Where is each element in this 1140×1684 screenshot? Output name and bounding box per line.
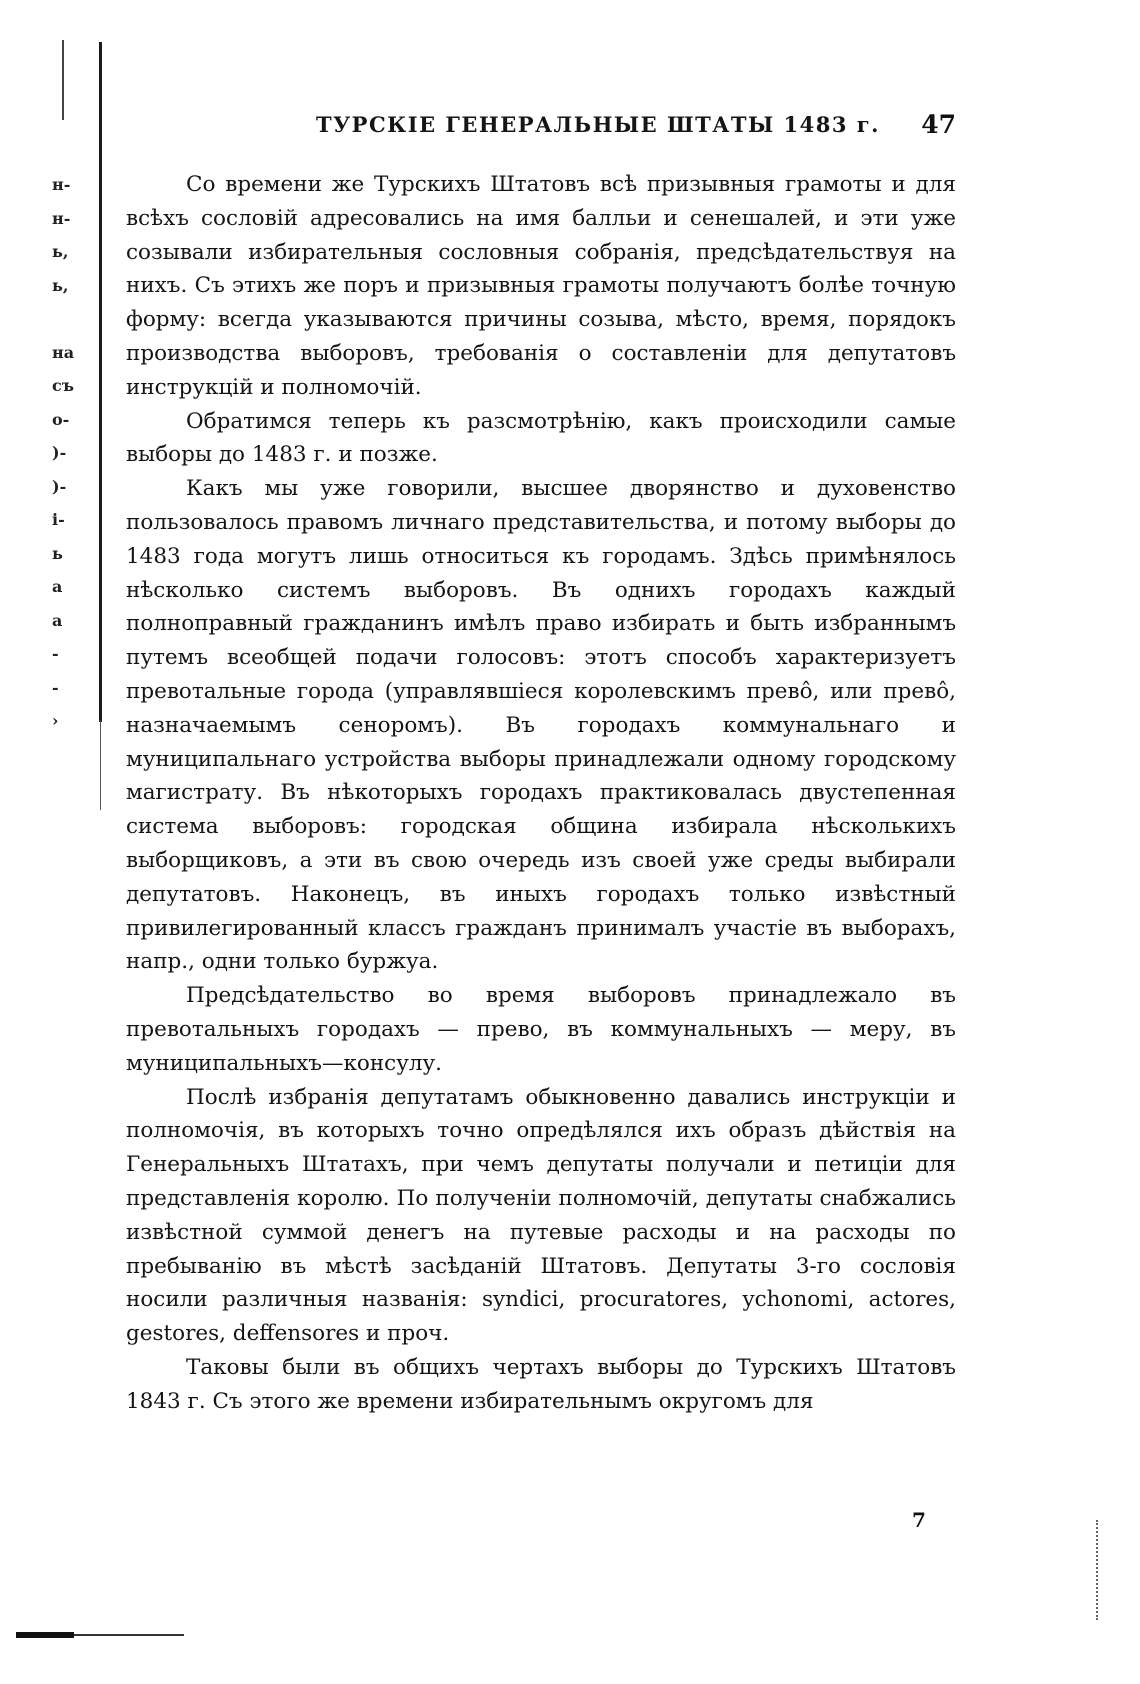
gutter-binding-rule [99, 42, 102, 722]
paragraph: Таковы были въ общихъ чертахъ выборы до Турскихъ Штатовъ 1843 г. Съ этого же времени избирательнымъ округомъ для [126, 1354, 956, 1414]
margin-fragment: ь, [52, 242, 69, 261]
margin-fragment: съ [52, 376, 75, 395]
body-text [126, 168, 956, 1418]
margin-fragment: н- [52, 175, 71, 194]
margin-fragment: о- [52, 409, 70, 429]
margin-fragment: н- [52, 208, 71, 228]
bottom-scan-bar-thin [74, 1634, 184, 1636]
running-title: ТУРСКІЕ ГЕНЕРАЛЬНЫЕ ШТАТЫ 1483 г. [316, 111, 880, 137]
margin-fragment: - [52, 677, 59, 697]
margin-fragment: )- [52, 443, 67, 462]
gutter-binding-rule-lower [100, 720, 101, 810]
page-number: 47 [921, 109, 956, 139]
margin-fragment: ь, [52, 275, 69, 295]
left-margin-fragments [52, 168, 94, 738]
paragraph: Предсѣдательство во время выборовъ принадлежало въ превотальныхъ городахъ — прево, въ коммунальныхъ — меру, въ муниципальныхъ—консулу. [126, 983, 956, 1076]
paragraph: Послѣ избранія депутатамъ обыкновенно давались инструкціи и полномочія, въ которыхъ точно опредѣлялся ихъ образъ дѣйствія на Генеральныхъ Штатахъ, при чемъ депутаты получали и петиціи для представленія королю. По полученіи полномочій, депутаты снабжались извѣстной суммой денегъ на путевые расходы и на расходы по пребыванію въ мѣстѣ засѣданій Штатовъ. Депутаты 3-го сословія носили различныя названія: syndici, procuratores, ychonomi, actores, gestores, deffensores и проч. [126, 1084, 956, 1347]
paragraph: Со времени же Турскихъ Штатовъ всѣ призывныя грамоты и для всѣхъ сословій адресовались на имя балльи и сенешалей, и эти уже созывали избирательныя сословныя собранія, предсѣдательствуя на нихъ. Съ этихъ же поръ и призывныя грамоты получаютъ болѣе точную форму: всегда указываются причины созыва, мѣсто, время, порядокъ производства выборовъ, требованія о составленіи для депутатовъ инструкцій и полномочій. [126, 172, 956, 400]
margin-fragment: ь [52, 543, 63, 563]
margin-fragment [52, 302, 94, 336]
margin-fragment: на [52, 342, 75, 362]
page-header [126, 104, 956, 144]
margin-fragment: а [52, 610, 63, 630]
margin-fragment: )- [52, 476, 67, 496]
bottom-scan-bar-thick [16, 1632, 74, 1638]
gutter-tick-mark [62, 40, 64, 120]
paragraph: Какъ мы уже говорили, высшее дворянство и духовенство пользовалось правомъ личнаго представительства, и потому выборы до 1483 года могутъ лишь относиться къ городамъ. Здѣсь примѣнялось нѣсколько системъ выборовъ. Въ однихъ городахъ каждый полноправный гражданинъ имѣлъ право избирать и быть избраннымъ путемъ всеобщей подачи голосовъ: этотъ способъ характеризуетъ превотальные города (управлявшіеся королевскимъ превô, или превô, назначаемымъ сеноромъ). Въ городахъ коммунальнаго и муниципальнаго устройства выборы принадлежали одному городскому магистрату. Въ нѣкоторыхъ городахъ практиковалась двустепенная система выборовъ: городская община избирала нѣсколькихъ выборщиковъ, а эти въ свою очередь изъ своей уже среды выбирали депутатовъ. Наконецъ, въ иныхъ городахъ только извѣстный привилегированный классъ гражданъ принималъ участіе въ выборахъ, напр., одни только буржуа. [126, 476, 956, 975]
right-edge-scan-marks [1096, 1520, 1102, 1620]
signature-mark: 7 [912, 1508, 926, 1532]
margin-fragment: - [52, 644, 59, 663]
bottom-scan-bar [16, 1632, 120, 1638]
margin-fragment: а [52, 577, 63, 596]
margin-fragment: і- [52, 510, 65, 529]
margin-fragment: › [52, 711, 59, 730]
paragraph: Обратимся теперь къ разсмотрѣнію, какъ происходили самые выборы до 1483 г. и позже. [126, 408, 956, 468]
